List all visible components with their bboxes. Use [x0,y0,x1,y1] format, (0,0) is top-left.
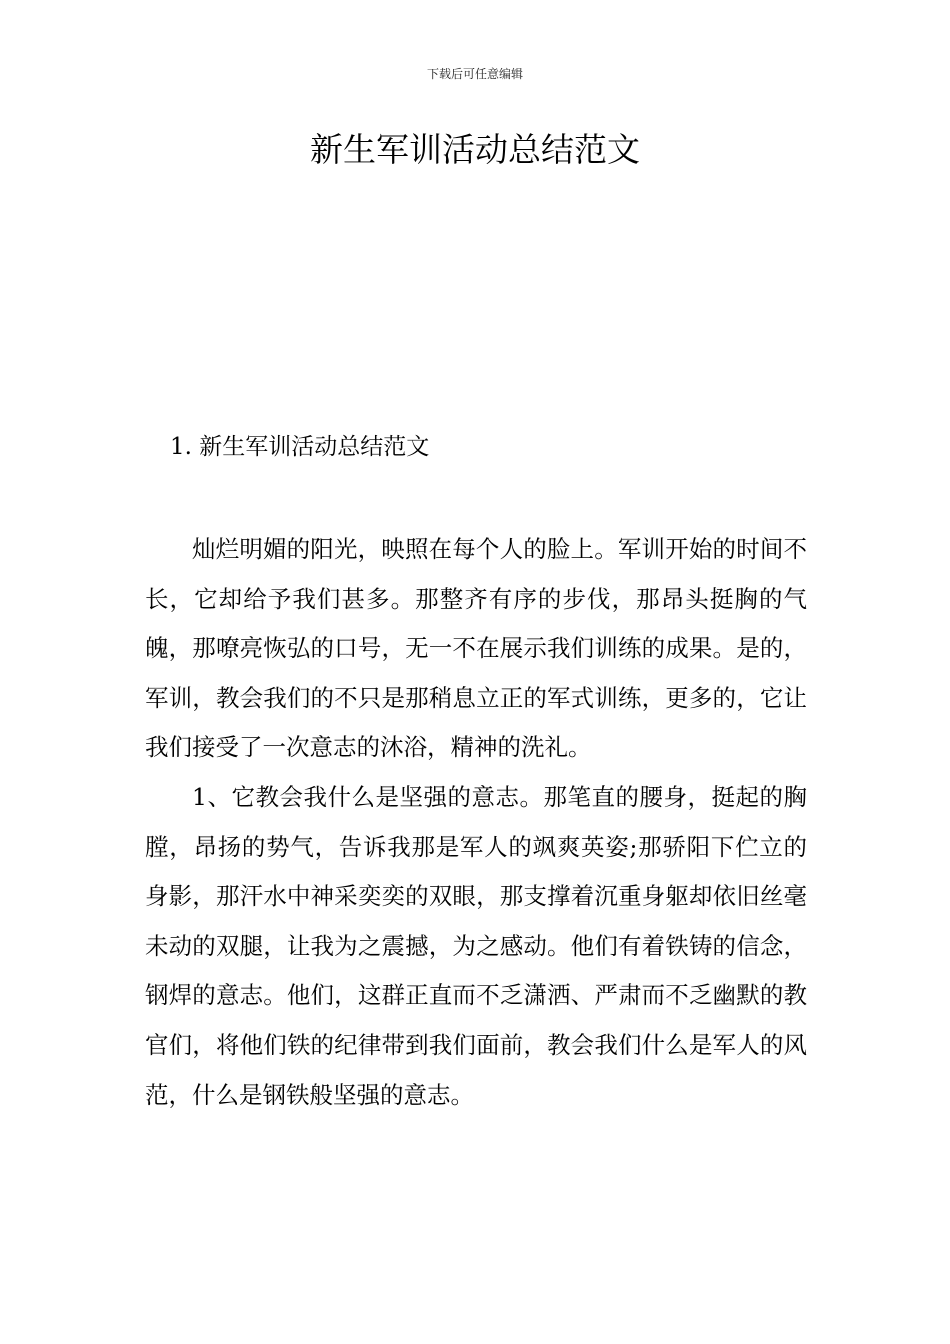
document-body [145,525,807,1120]
document-title: 新生军训活动总结范文 [310,130,640,169]
page-header-note: 下载后可任意编辑 [426,67,523,81]
section-heading: 1. 新生军训活动总结范文 [170,434,430,460]
paragraph-intro: 灿烂明媚的阳光，映照在每个人的脸上。军训开始的时间不长，它却给予我们甚多。那整齐有序的步伐，那昂头挺胸的气魄，那嘹亮恢弘的口号，无一不在展示我们训练的成果。是的，军训，教会我们的不只是那稍息立正的军式训练，更多的，它让我们接受了一次意志的沐浴，精神的洗礼。 [145,535,807,762]
paragraph-point-1: 1、它教会我什么是坚强的意志。那笔直的腰身，挺起的胸膛，昂扬的势气，告诉我那是军人的飒爽英姿;那骄阳下伫立的身影，那汗水中神采奕奕的双眼，那支撑着沉重身躯却依旧丝毫未动的双腿，让我为之震撼，为之感动。他们有着铁铸的信念，钢焊的意志。他们，这群正直而不乏潇洒、严肃而不乏幽默的教官们，将他们铁的纪律带到我们面前，教会我们什么是军人的风范，什么是钢铁般坚强的意志。 [145,782,807,1109]
